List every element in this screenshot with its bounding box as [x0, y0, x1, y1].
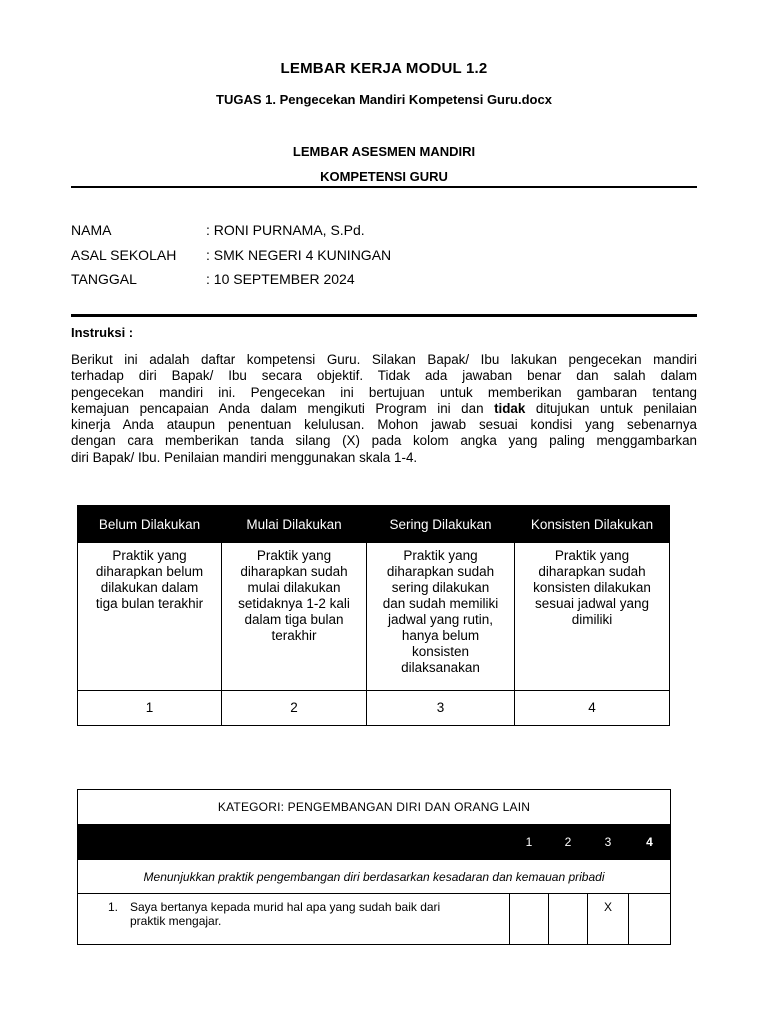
- desc-line: mulai dilakukan: [247, 580, 341, 595]
- desc-line: sering dilakukan: [391, 580, 490, 595]
- scale-description-row: [78, 543, 670, 691]
- desc-line: diharapkan sudah: [386, 564, 495, 579]
- scale-description: [515, 543, 670, 691]
- desc-line: dilakukan dalam: [100, 580, 199, 595]
- rating-cell-4[interactable]: [629, 894, 671, 945]
- desc-line: hanya belum: [401, 628, 480, 643]
- desc-line: sesuai jadwal yang: [534, 596, 650, 611]
- desc-line: Praktik yang: [554, 548, 630, 563]
- scale-number: 2: [222, 691, 367, 726]
- scale-number: 1: [78, 691, 222, 726]
- rating-cell-2[interactable]: [549, 894, 588, 945]
- section-heading-asesmen: LEMBAR ASESMEN MANDIRI: [292, 144, 476, 159]
- category-title: KATEGORI: PENGEMBANGAN DIRI DAN ORANG LAIN: [78, 790, 671, 825]
- identity-value: : SMK NEGERI 4 KUNINGAN: [206, 247, 392, 263]
- desc-line: dalam tiga bulan: [244, 612, 344, 627]
- desc-line: konsisten: [411, 644, 470, 659]
- instructions-line-with-bold: [71, 401, 697, 417]
- divider-top: [71, 186, 697, 188]
- desc-line: dimiliki: [571, 612, 613, 627]
- document-title: LEMBAR KERJA MODUL 1.2: [280, 60, 488, 77]
- desc-line: setidaknya 1-2 kali: [238, 596, 350, 611]
- rating-cell-3[interactable]: X: [588, 894, 629, 945]
- scale-header-row: [78, 506, 670, 543]
- desc-line: tiga bulan terakhir: [95, 596, 204, 611]
- desc-line: diharapkan belum: [95, 564, 204, 579]
- identity-value: : RONI PURNAMA, S.Pd.: [206, 222, 365, 238]
- statement-number: 1.: [108, 900, 119, 914]
- category-header-row: [78, 825, 671, 860]
- instructions-line-start: kemajuan pencapaian Anda dalam mengikuti Program ini dan: [71, 400, 484, 416]
- identity-value: : 10 SEPTEMBER 2024: [206, 271, 355, 287]
- category-col-header: 4: [629, 825, 671, 860]
- scale-header: Belum Dilakukan: [78, 506, 222, 543]
- statement-text-line: Saya bertanya kepada murid hal apa yang sudah baik dari: [130, 900, 441, 914]
- category-col-header: 2: [549, 825, 588, 860]
- scale-number: 3: [367, 691, 515, 726]
- statement-cell: [78, 894, 510, 945]
- scale-description: [367, 543, 515, 691]
- scale-header: Konsisten Dilakukan: [515, 506, 670, 543]
- document-subtitle: TUGAS 1. Pengecekan Mandiri Kompetensi Guru.docx: [216, 92, 552, 107]
- instructions-line: pengecekan mandiri ini. Pengecekan ini bertujuan untuk memberikan gambaran tentang: [71, 384, 697, 400]
- desc-line: Praktik yang: [256, 548, 332, 563]
- table-row: [78, 894, 671, 945]
- scale-number-row: [78, 691, 670, 726]
- scale-number: 4: [515, 691, 670, 726]
- identity-label: TANGGAL: [71, 271, 137, 287]
- instructions-line: kinerja Anda ataupun penentuan kelulusan. Mohon jawab sesuai kondisi yang sebenarnya: [71, 417, 697, 433]
- instructions-title: Instruksi :: [71, 325, 134, 340]
- desc-line: diharapkan sudah: [240, 564, 348, 579]
- desc-line: Praktik yang: [112, 548, 187, 563]
- desc-line: dilaksanakan: [401, 660, 480, 675]
- category-subheading: Menunjukkan praktik pengembangan diri berdasarkan kesadaran dan kemauan pribadi: [78, 860, 671, 894]
- category-table: [77, 789, 671, 945]
- desc-line: Praktik yang: [403, 548, 478, 563]
- category-col-header: 3: [588, 825, 629, 860]
- identity-label: ASAL SEKOLAH: [71, 247, 177, 263]
- scale-header: Sering Dilakukan: [367, 506, 515, 543]
- desc-line: terakhir: [271, 628, 317, 643]
- identity-label: NAMA: [71, 222, 112, 238]
- statement-text-line: praktik mengajar.: [130, 914, 222, 928]
- rating-cell-1[interactable]: [510, 894, 549, 945]
- instructions-line: diri Bapak/ Ibu. Penilaian mandiri menggunakan skala 1-4.: [71, 449, 418, 465]
- desc-line: konsisten dilakukan: [533, 580, 651, 595]
- desc-line: jadwal yang rutin,: [387, 612, 494, 627]
- category-header-blank: [78, 825, 510, 860]
- instructions-body: [71, 352, 697, 466]
- instructions-line: terhadap diri Bapak/ Ibu secara objektif. Tidak ada jawaban benar dan salah dalam: [71, 368, 697, 384]
- scale-description: [222, 543, 367, 691]
- desc-line: diharapkan sudah: [538, 564, 646, 579]
- instructions-bold-word: tidak: [494, 400, 526, 416]
- scale-header: Mulai Dilakukan: [222, 506, 367, 543]
- instructions-line: dengan cara memberikan tanda silang (X) pada kolom angka yang paling menggambarkan: [71, 433, 697, 449]
- divider-middle: [71, 314, 697, 317]
- scale-description: [78, 543, 222, 691]
- section-heading-kompetensi: KOMPETENSI GURU: [320, 169, 448, 184]
- instructions-line: Berikut ini adalah daftar kompetensi Guru. Silakan Bapak/ Ibu lakukan pengecekan mandiri: [71, 352, 697, 367]
- desc-line: dan sudah memiliki: [382, 596, 499, 611]
- category-col-header: 1: [510, 825, 549, 860]
- instructions-line-end: ditujukan untuk penilaian: [535, 400, 697, 416]
- scale-table: [77, 505, 670, 726]
